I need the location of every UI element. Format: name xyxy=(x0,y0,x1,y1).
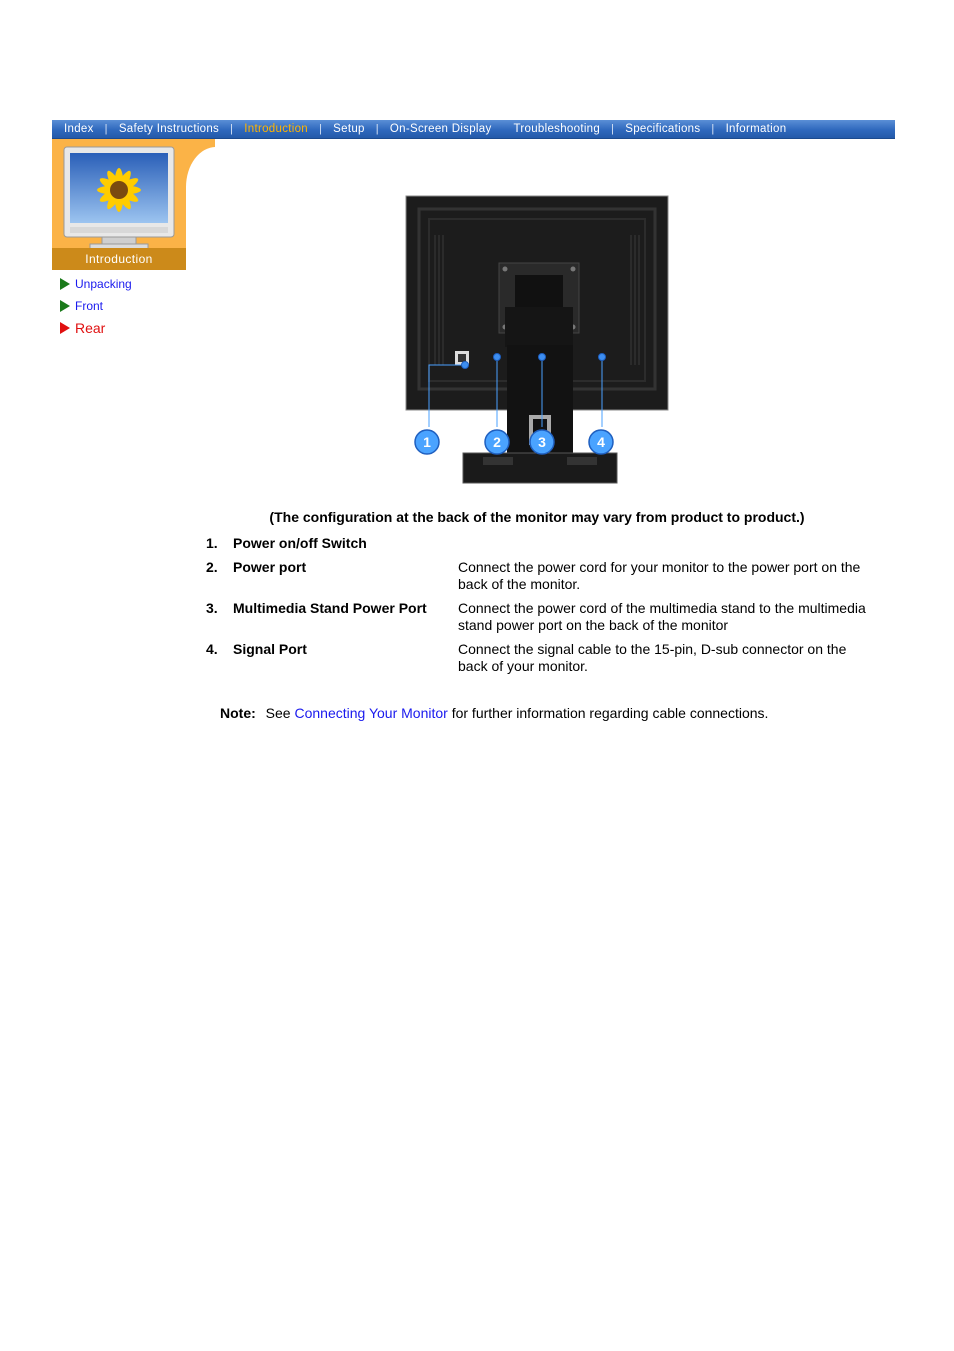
nav-separator: | xyxy=(711,123,715,135)
callout-badge xyxy=(530,430,554,454)
nav-troubleshooting[interactable]: Troubleshooting xyxy=(513,123,601,135)
subnav-label[interactable]: Rear xyxy=(75,320,106,336)
callout-number: 1 xyxy=(423,434,431,450)
nav-specifications[interactable]: Specifications xyxy=(625,123,701,135)
note-suffix: for further information regarding cable connections. xyxy=(451,705,769,721)
table-row xyxy=(206,641,870,682)
table-row xyxy=(206,559,870,600)
table-row xyxy=(206,535,870,559)
port-name: Power on/off Switch xyxy=(233,535,367,551)
arrow-right-icon xyxy=(60,322,70,334)
port-number: 1. xyxy=(206,535,218,551)
subnav-label[interactable]: Front xyxy=(75,299,104,313)
note-label: Note: xyxy=(220,705,256,721)
subnav-label[interactable]: Unpacking xyxy=(75,277,132,291)
callout-badge xyxy=(485,430,509,454)
subnav-item-unpacking[interactable] xyxy=(60,273,132,295)
top-nav xyxy=(52,120,895,139)
port-description-table xyxy=(206,535,870,682)
port-name: Power port xyxy=(233,559,307,575)
nav-index[interactable]: Index xyxy=(64,123,94,135)
monitor-thumbnail-icon xyxy=(62,145,176,250)
port-name: Signal Port xyxy=(233,641,307,657)
connecting-monitor-link[interactable]: Connecting Your Monitor xyxy=(294,705,448,721)
nav-on-screen-display[interactable]: On-Screen Display xyxy=(389,123,492,135)
nav-introduction[interactable]: Introduction xyxy=(244,123,308,135)
callout-badge xyxy=(415,430,439,454)
subnav-item-rear[interactable] xyxy=(60,317,132,339)
nav-separator: | xyxy=(319,123,323,135)
port-number: 4. xyxy=(206,641,218,657)
arrow-right-icon xyxy=(60,300,70,312)
nav-setup[interactable]: Setup xyxy=(333,123,365,135)
callout-number: 2 xyxy=(493,434,501,450)
subnav-item-front[interactable] xyxy=(60,295,132,317)
note xyxy=(220,705,768,721)
arrow-right-icon xyxy=(60,278,70,290)
port-number: 2. xyxy=(206,559,218,575)
nav-separator: | xyxy=(230,123,234,135)
port-description xyxy=(458,535,870,559)
port-description: Connect the power cord for your monitor to the power port on the back of the monitor. xyxy=(458,559,861,592)
callout-badge xyxy=(589,430,613,454)
nav-separator: | xyxy=(611,123,615,135)
note-prefix: See xyxy=(265,705,291,721)
figure-caption: (The configuration at the back of the monitor may vary from product to product.) xyxy=(269,509,805,525)
nav-separator: | xyxy=(104,123,108,135)
section-label: Introduction xyxy=(52,248,186,270)
nav-safety-instructions[interactable]: Safety Instructions xyxy=(118,123,220,135)
port-description: Connect the power cord of the multimedia stand to the multimedia stand power port on the back of the monitor xyxy=(458,600,866,633)
section-subnav xyxy=(60,273,132,339)
port-number: 3. xyxy=(206,600,218,616)
callout-number: 4 xyxy=(597,434,605,450)
nav-separator: | xyxy=(375,123,379,135)
port-name: Multimedia Stand Power Port xyxy=(233,600,427,616)
section-header-curve xyxy=(186,139,215,270)
monitor-rear-image xyxy=(405,195,669,485)
table-row xyxy=(206,600,870,641)
nav-information[interactable]: Information xyxy=(725,123,787,135)
callout-number: 3 xyxy=(538,434,546,450)
port-description: Connect the signal cable to the 15-pin, D-sub connector on the back of your monitor. xyxy=(458,641,847,674)
